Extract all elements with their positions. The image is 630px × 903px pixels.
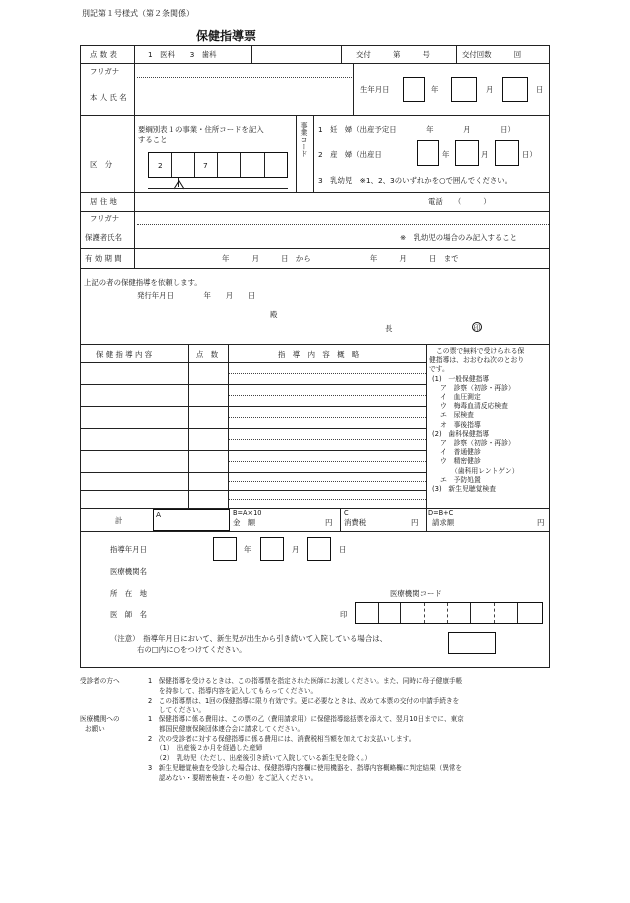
seal-icon: 印 <box>473 324 481 332</box>
clinic-notes-heading-1: 医療機関への <box>80 715 120 723</box>
guidance-year-box[interactable] <box>213 537 237 561</box>
code-instruction-1: 要綱別表１の事業・住所コードを記入 <box>138 125 264 134</box>
chief-label: 長 <box>385 324 393 333</box>
inpatient-mark-box[interactable] <box>448 632 496 654</box>
birth-day-label: 日） <box>522 150 537 159</box>
guidance-notice: この票で無料で受けられる保 健指導は、おおむね次のとおり です。 (1) 一般保健指導 ア 診察（初診・再診） イ 血圧測定 ウ 梅毒血清反応検査 エ 尿検査 オ 事後指導 (2) 歯科保健指導 ア 診察（初診・再診） イ 普通健診 ウ 精密健診 （歯科用レントゲン） エ 予防処置 (3) 新生児聴覚検査 <box>429 347 525 494</box>
patient-name-label: 本 人 氏 名 <box>90 93 127 102</box>
guidance-day-label: 日 <box>339 545 347 554</box>
option-pregnant: 1 妊 婦（出産予定日 年 月 日） <box>318 125 515 134</box>
tax-yen: 円 <box>411 518 419 527</box>
residence-label: 居 住 地 <box>90 197 117 206</box>
doctor-label: 医 師 名 <box>110 610 147 619</box>
points-total-box[interactable] <box>153 509 230 531</box>
category-label: 区 分 <box>90 160 113 169</box>
dob-month-box[interactable] <box>451 77 477 102</box>
birth-year-label: 年 <box>442 150 450 159</box>
dob-day-box[interactable] <box>502 77 528 102</box>
option-infant: 3 乳幼児 ※1、2、3のいずれかを○で囲んでください。 <box>318 176 513 185</box>
guidance-month-box[interactable] <box>260 537 284 561</box>
guardian-furigana-label: フリガナ <box>90 214 120 223</box>
amount-label: 金 額 <box>233 518 256 527</box>
dono-label: 殿 <box>270 310 278 319</box>
form-number: 別記第１号様式（第２条関係） <box>82 9 194 18</box>
business-code-label: 事業コード <box>300 122 308 157</box>
dob-year-box[interactable] <box>403 77 425 102</box>
doctor-seal: 印 <box>340 610 348 619</box>
dob-label: 生年月日 <box>360 85 390 94</box>
patient-notes: 1 保健指導を受けるときは、この指導票を指定された医師にお渡しください。また、同時に母子健康手帳 を持参して、指導内容を記入してもらってください。 2 この指導票は、1回の保健指導に限り有効です。更に必要なときは、改めて本票の交付の申請手続きを してください。 <box>148 677 463 715</box>
caution-line-1: （注意） 指導年月日において、新生児が出生から引き続いて入院している場合は、 <box>110 634 387 643</box>
code-instruction-2: すること <box>138 135 168 144</box>
b-formula: B=A×10 <box>233 509 262 517</box>
points-header: 点 数 <box>196 350 219 359</box>
birth-year-box[interactable] <box>417 140 439 166</box>
code-prefix-2: 7 <box>203 161 208 170</box>
caution-line-2: 右の□内に○をつけてください。 <box>137 645 247 654</box>
dob-month-label: 月 <box>486 85 494 94</box>
patient-notes-heading: 受診者の方へ <box>80 677 120 685</box>
validity-label: 有 効 期 間 <box>85 254 122 263</box>
facility-code-box[interactable] <box>355 602 543 624</box>
guidance-date-label: 指導年月日 <box>110 545 147 554</box>
claim-label: 請求額 <box>432 518 455 527</box>
code-prefix-1: 2 <box>158 161 163 170</box>
summary-header: 指 導 内 容 概 略 <box>278 350 360 359</box>
issue-count-label: 交付回数 回 <box>462 50 522 59</box>
dob-year-label: 年 <box>431 85 439 94</box>
dob-day-label: 日 <box>536 85 544 94</box>
furigana-label: フリガナ <box>90 67 120 76</box>
total-label: 計 <box>115 516 123 525</box>
tax-label: 消費税 <box>344 518 367 527</box>
c-letter: C <box>344 509 349 517</box>
birth-month-label: 月 <box>481 150 489 159</box>
facility-code-label: 医療機関コード <box>390 589 442 598</box>
claim-yen: 円 <box>537 518 545 527</box>
points-table-value: 1 医科 3 歯科 <box>148 50 217 59</box>
issue-date: 発行年月日 年 月 日 <box>137 291 256 300</box>
option-postpartum: 2 産 婦（出産日 <box>318 150 382 159</box>
page-title: 保健指導票 <box>196 29 257 43</box>
patient-name-field[interactable] <box>137 78 352 113</box>
clinic-notes: 1 保健指導に係る費用は、この票の乙（費用請求用）に保健指導総括票を添えて、翌月10日までに、東京 都国民健康保険団体連合会に請求してください。 2 次の受診者に対する保健指導に係る費用には、消費税相当額を加えてお支払いします。 （1） 出産後２か月を経過した産婦 （2） 乳幼児（ただし、出産後引き続いて入院している新生児を除く。） 3 新生児聴覚検査を受診した場合は、保健指導内容欄に使用機器を、指導内容概略欄に判定結果（異常を 認めない・要精密検査・その他）をご記入ください。 <box>148 715 464 782</box>
address-label: 所 在 地 <box>110 589 147 598</box>
a-label: A <box>156 510 162 519</box>
issue-number-label: 交付 第 号 <box>356 50 430 59</box>
guidance-day-box[interactable] <box>307 537 331 561</box>
birth-day-box[interactable] <box>495 140 519 166</box>
address-code-box[interactable] <box>148 152 288 178</box>
request-text: 上記の者の保健指導を依頼します。 <box>84 278 202 287</box>
facility-label: 医療機関名 <box>110 567 147 576</box>
phone-label: 電話 （ ） <box>428 197 491 206</box>
guidance-year-label: 年 <box>244 545 252 554</box>
guardian-note: ※ 乳幼児の場合のみ記入すること <box>400 233 518 242</box>
validity-range: 年 月 日 から 年 月 日 まで <box>222 254 459 263</box>
d-formula: D=B+C <box>428 509 454 517</box>
points-table-label: 点 数 表 <box>90 50 117 59</box>
birth-month-box[interactable] <box>455 140 479 166</box>
guardian-name-label: 保護者氏名 <box>85 233 122 242</box>
guidance-month-label: 月 <box>292 545 300 554</box>
amount-yen: 円 <box>325 518 333 527</box>
guidance-content-header: 保 健 指 導 内 容 <box>96 350 153 359</box>
clinic-notes-heading-2: お願い <box>85 725 105 733</box>
